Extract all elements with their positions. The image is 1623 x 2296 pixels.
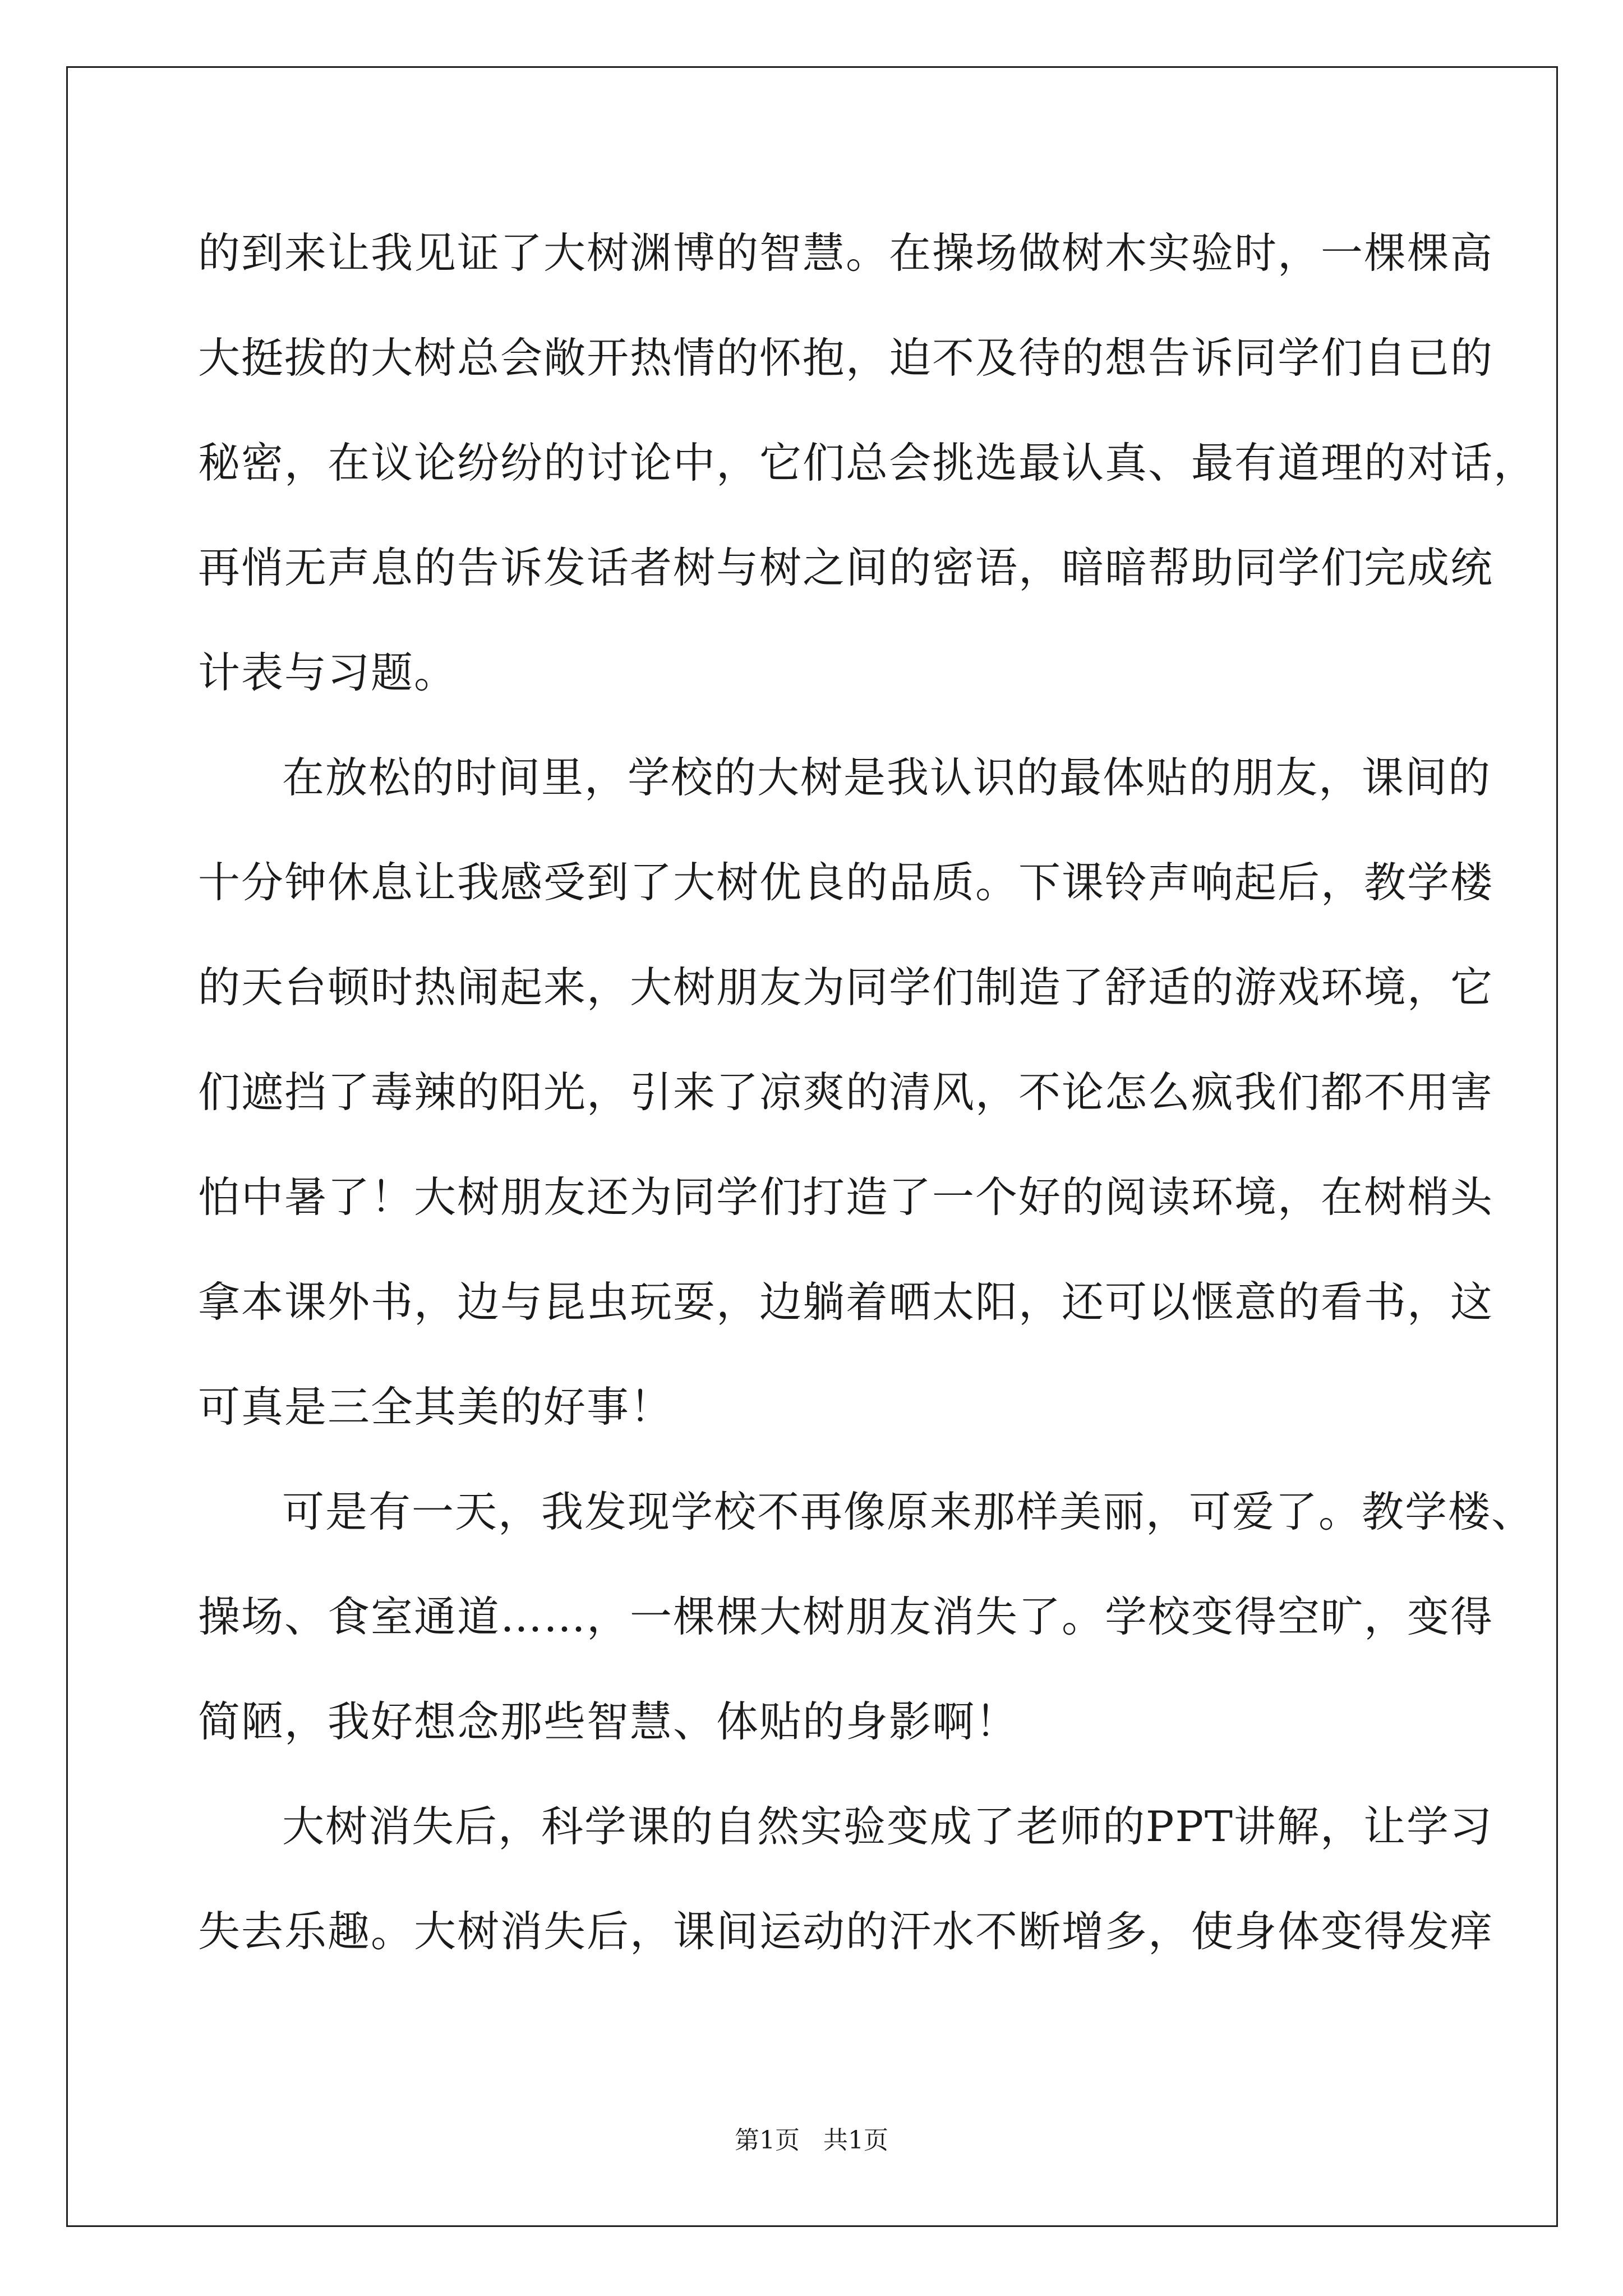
text-line: 大挺拔的大树总会敞开热情的怀抱，迫不及待的想告诉同学们自已的 <box>198 333 1494 383</box>
text-line: 失去乐趣。大树消失后，课间运动的汗水不断增多，使身体变得发痒 <box>198 1907 1494 1956</box>
text-line: 十分钟休息让我感受到了大树优良的品质。下课铃声响起后，教学楼 <box>198 858 1494 907</box>
text-line: 们遮挡了毒辣的阳光，引来了凉爽的清风，不论怎么疯我们都不用害 <box>198 1068 1494 1117</box>
text-line: 拿本课外书，边与昆虫玩耍，边躺着晒太阳，还可以惬意的看书，这 <box>198 1277 1494 1327</box>
text-line: 怕中暑了！大树朋友还为同学们打造了一个好的阅读环境，在树梢头 <box>198 1172 1494 1222</box>
document-body <box>198 222 1537 2005</box>
text-line: 计表与习题。 <box>198 648 458 697</box>
text-line: 秘密，在议论纷纷的讨论中，它们总会挑选最认真、最有道理的对话， <box>198 438 1537 487</box>
paragraph-start-line: 大树消失后，科学课的自然实验变成了老师的PPT讲解，让学习 <box>282 1802 1493 1851</box>
text-line: 的天台顿时热闹起来，大树朋友为同学们制造了舒适的游戏环境，它 <box>198 963 1494 1012</box>
page-number-footer: 第1页 共1页 <box>735 2126 888 2155</box>
text-line: 的到来让我见证了大树渊博的智慧。在操场做树木实验时，一棵棵高 <box>198 228 1494 278</box>
text-line: 再悄无声息的告诉发话者树与树之间的密语，暗暗帮助同学们完成统 <box>198 543 1494 592</box>
text-line: 简陋，我好想念那些智慧、体贴的身影啊！ <box>198 1697 1019 1746</box>
text-line: 操场、食室通道……，一棵棵大树朋友消失了。学校变得空旷，变得 <box>198 1592 1494 1641</box>
paragraph-start-line: 可是有一天，我发现学校不再像原来那样美丽，可爱了。教学楼、 <box>282 1487 1535 1536</box>
text-line: 可真是三全其美的好事！ <box>198 1382 674 1432</box>
paragraph-start-line: 在放松的时间里，学校的大树是我认识的最体贴的朋友，课间的 <box>282 753 1492 802</box>
